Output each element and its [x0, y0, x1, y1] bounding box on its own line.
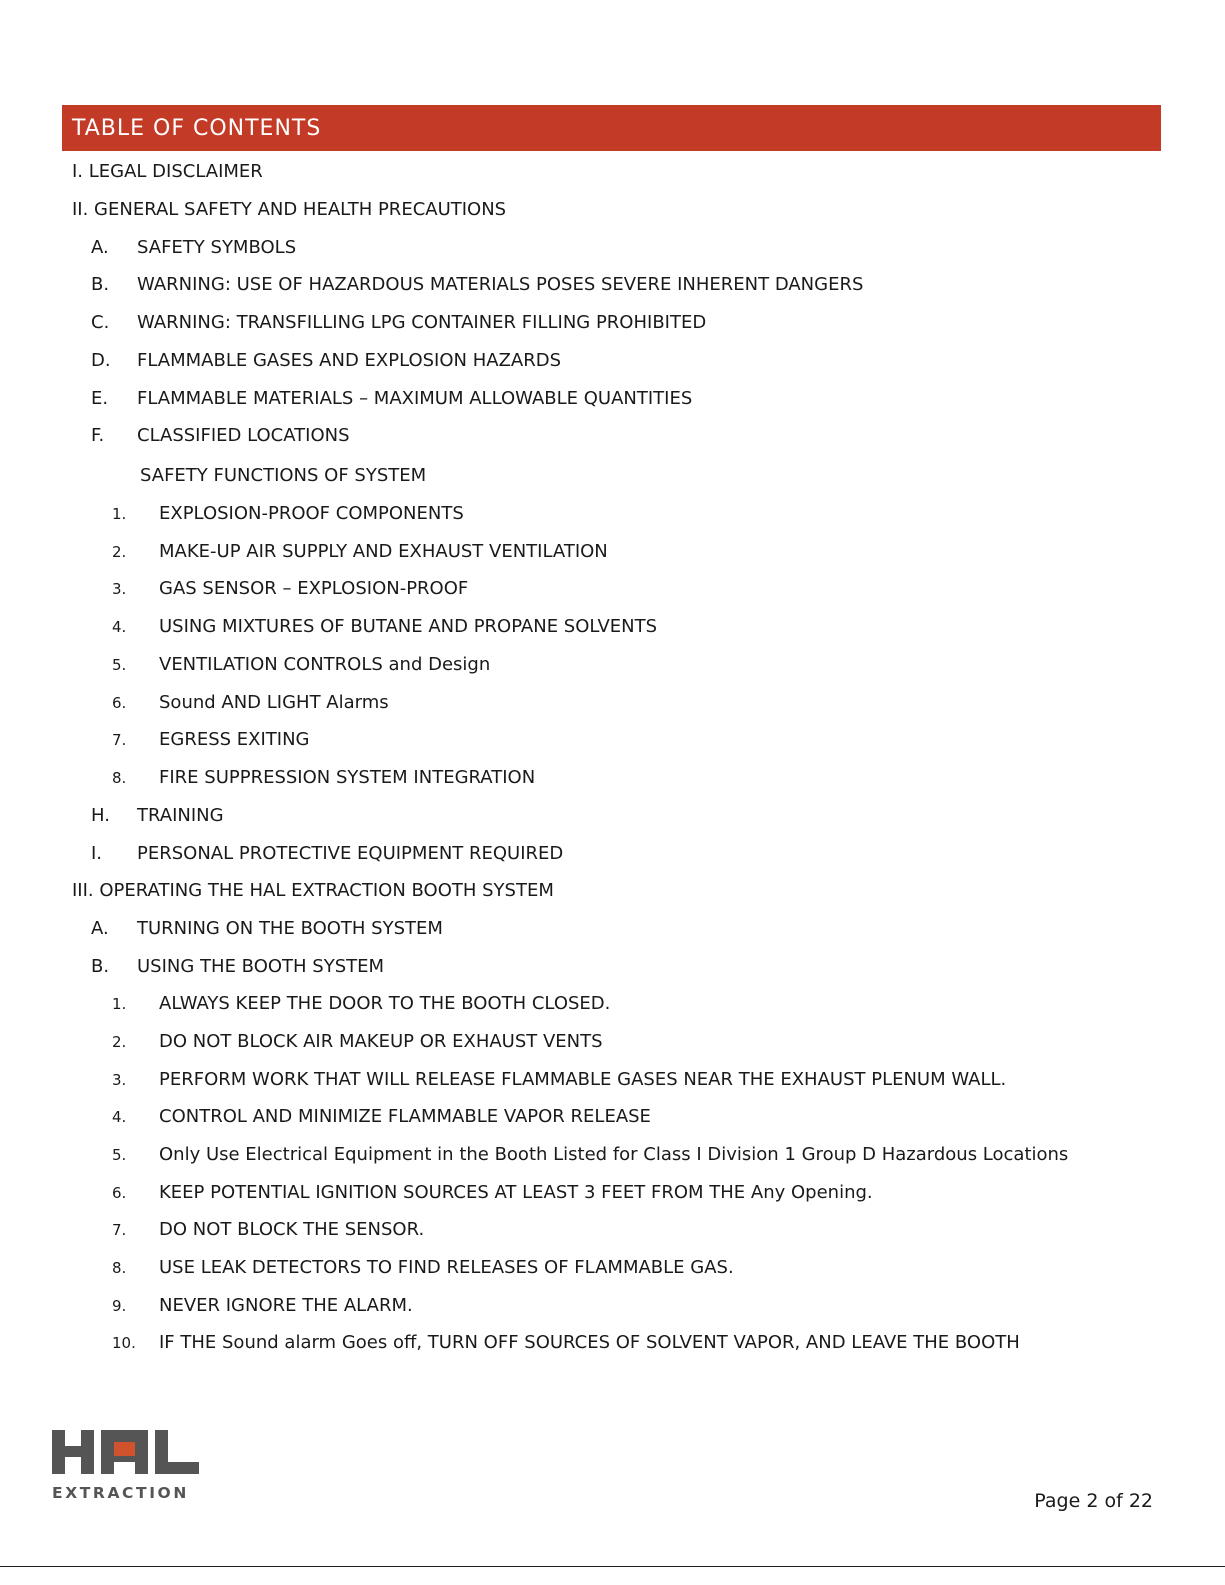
hal-extraction-logo: [50, 1428, 202, 1504]
bottom-rule: [0, 1566, 1225, 1567]
table-of-contents: I. LEGAL DISCLAIMER II. GENERAL SAFETY AND HEALTH PRECAUTIONS A. SAFETY SYMBOLS B. WARNING: USE OF HAZARDOUS MATERIALS POSES SEVERE INHERENT DANGERS C. WARNING: TRANSFILLING LPG CONTAINER FILLING PROHIBITED D. FLAMMABLE GASES AND EXPLOSION HAZARDS E. FLAMMABLE MATERIALS – MAXIMUM ALLOWABLE QUANTITIES F. CLASSIFIED LOCATIONS SAFETY FUNCTIONS OF SYSTEM 1. EXPLOSION-PROOF COMPONENTS 2. MAKE-UP AIR SUPPLY AND EXHAUST VENTILATION 3. GAS SENSOR – EXPLOSION-PROOF 4. USING MIXTURES OF BUTANE AND PROPANE SOLVENTS 5. VENTILATION CONTROLS and Design 6. Sound AND LIGHT Alarms 7. EGRESS EXITING 8. FIRE SUPPRESSION SYSTEM INTEGRATION H. TRAINING I. PERSONAL PROTECTIVE EQUIPMENT REQUIRED III. OPERATING THE HAL EXTRACTION BOOTH SYSTEM A. TURNING ON THE BOOTH SYSTEM B. USING THE BOOTH SYSTEM 1. ALWAYS KEEP THE DOOR TO THE BOOTH CLOSED. 2. DO NOT BLOCK AIR MAKEUP OR EXHAUST VENTS 3. PERFORM WORK THAT WILL RELEASE FLAMMABLE GASES NEAR THE EXHAUST PLENUM WALL. 4. CONTROL AND MINIMIZE FLAMMABLE VAPOR RELEASE 5. Only Use Electrical Equipment in the Booth Listed for Class I Division 1 Group D Hazardous Locations 6. KEEP POTENTIAL IGNITION SOURCES AT LEAST 3 FEET FROM THE Any Opening. 7. DO NOT BLOCK THE SENSOR. 8. USE LEAK DETECTORS TO FIND RELEASES OF FLAMMABLE GAS. 9. NEVER IGNORE THE ALARM. 10. IF THE Sound alarm Goes off, TURN OFF SOURCES OF SOLVENT VAPOR, AND LEAVE THE BOOTH: [72, 161, 1069, 1353]
toc-title: TABLE OF CONTENTS: [72, 115, 322, 141]
logo-wordmark: EXTRACTION: [52, 1484, 189, 1502]
page-number: Page 2 of 22: [1034, 1490, 1153, 1512]
